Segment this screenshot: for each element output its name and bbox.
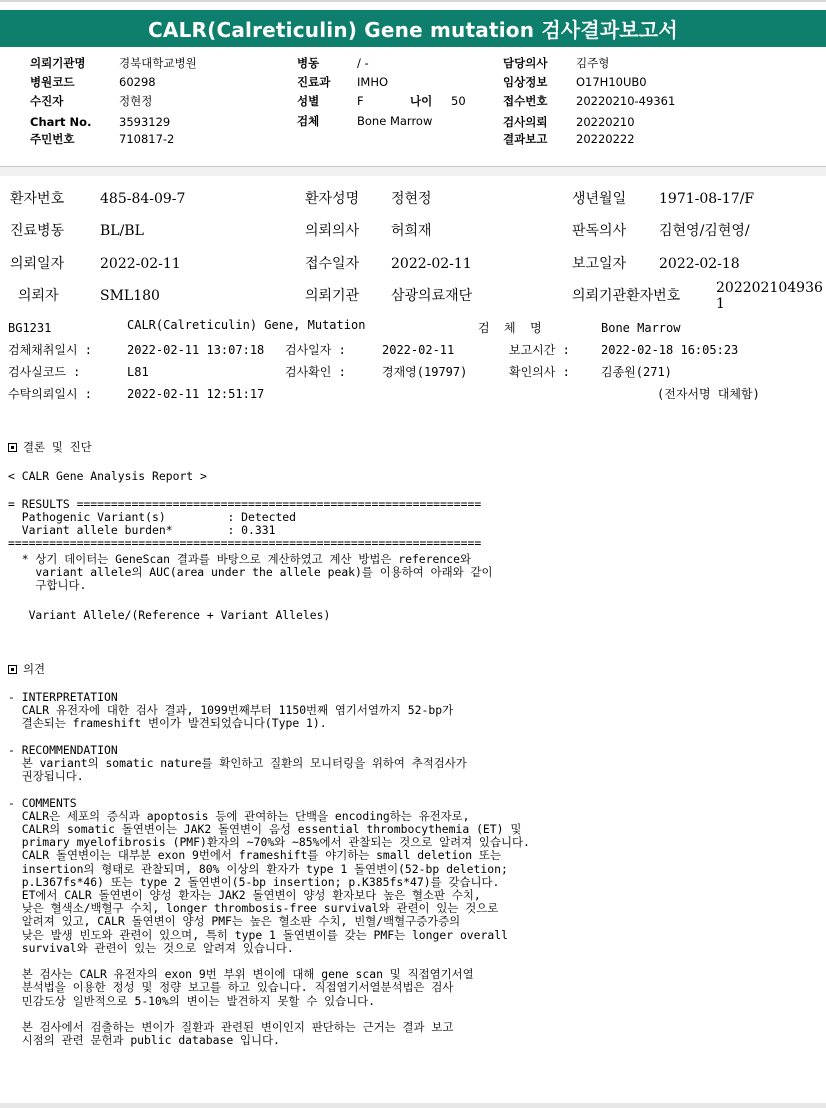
opinion-line: CALR은 세포의 증식과 apoptosis 등에 관여하는 단백을 encoding하는 유전자로, xyxy=(8,808,470,823)
header-label-sex: 성별 xyxy=(297,94,320,108)
pathogenic-variant-line: Pathogenic Variant(s) : Detected xyxy=(8,510,297,524)
header-value-result-report: 20220222 xyxy=(576,132,635,146)
header-label-age: 나이 xyxy=(410,94,433,108)
report-time-label: 보고시간 : xyxy=(509,343,570,357)
opinion-line: 권장됩니다. xyxy=(8,769,84,784)
header-value-chart-no: 3593129 xyxy=(119,115,171,129)
pi-value-patient-no: 485-84-09-7 xyxy=(100,191,186,207)
header-value-department: IMHO xyxy=(357,75,389,89)
report-time-value: 2022-02-18 16:05:23 xyxy=(601,343,739,357)
test-code: BG1231 xyxy=(8,321,52,335)
header-label-patient: 수진자 xyxy=(30,94,64,108)
opinion-heading-text: 의견 xyxy=(23,662,46,676)
specimen-value: Bone Marrow xyxy=(601,321,681,335)
opinion-line: 시점의 관련 문헌과 public database 입니다. xyxy=(8,1033,280,1048)
opinion-line: 본 검사에서 검출하는 변이가 질환과 관련된 변이인지 판단하는 근거는 결과 보고 xyxy=(8,1020,454,1034)
header-label-chart-no: Chart No. xyxy=(30,115,92,129)
collect-label: 검체채취일시 : xyxy=(8,343,93,357)
header-value-hospital-code: 60298 xyxy=(119,75,156,89)
header-shadow-band xyxy=(0,167,826,176)
pi-label-patient-no: 환자번호 xyxy=(10,191,65,207)
report-subtitle: < CALR Gene Analysis Report > xyxy=(8,469,207,483)
opinion-line: primary myelofibrosis (PMF)환자의 ~70%와 ~85%에서 관찰되는 것으로 알려져 있습니다. xyxy=(8,835,530,850)
pi-value-requester: SML180 xyxy=(100,288,160,304)
pi-label-requesting-doctor: 의뢰의사 xyxy=(305,223,360,239)
confirm-label: 검사확인 : xyxy=(285,365,346,379)
pi-value-birthdate: 1971-08-17/F xyxy=(659,191,755,207)
opinion-line: CALR의 somatic 돌연변이는 JAK2 돌연변이 음성 essential thrombocythemia (ET) 및 xyxy=(8,822,522,836)
note-line-3: 구합니다. xyxy=(8,578,87,592)
pi-value-requesting-doctor: 허희재 xyxy=(391,223,432,239)
pi-label-requester: 의뢰자 xyxy=(18,288,59,304)
pi-label-ward: 진료병동 xyxy=(10,223,65,239)
header-label-resident-no: 주민번호 xyxy=(30,132,75,146)
pi-value-patient-name: 정현정 xyxy=(391,191,432,207)
header-label-ward: 병동 xyxy=(297,56,320,70)
opinion-line: survival와 관련이 있는 것으로 알려져 있습니다. xyxy=(8,940,294,955)
opinion-line: 민감도상 일반적으로 5-10%의 변이는 발견하지 못할 수 있습니다. xyxy=(8,993,375,1008)
lab-code-label: 검사실코드 : xyxy=(8,365,81,379)
top-border xyxy=(0,0,826,2)
lab-code-value: L81 xyxy=(127,365,149,379)
header-value-clinical-info: O17H10UB0 xyxy=(576,75,647,89)
conclusion-heading-text: 결론 및 진단 xyxy=(23,440,92,454)
header-label-institution: 의뢰기관명 xyxy=(30,56,86,70)
header-value-resident-no: 710817-2 xyxy=(119,132,175,146)
header-label-receipt-no: 접수번호 xyxy=(503,94,548,108)
results-double-rule: ===================================================================== xyxy=(8,536,482,550)
pi-value-request-date: 2022-02-11 xyxy=(100,256,181,272)
header-value-test-request: 20220210 xyxy=(576,115,635,129)
pi-value-receipt-date: 2022-02-11 xyxy=(391,256,472,272)
receive-value: 2022-02-11 12:51:17 xyxy=(127,387,265,401)
opinion-line: - COMMENTS xyxy=(8,795,77,810)
confirm-doctor-value: 김종원(271) xyxy=(601,365,672,379)
header-label-physician: 담당의사 xyxy=(503,56,548,70)
header-value-age: 50 xyxy=(451,94,466,108)
header-label-result-report: 결과보고 xyxy=(503,132,548,146)
opinion-line: 본 variant의 somatic nature를 확인하고 질환의 모니터링을 위하여 추적검사가 xyxy=(8,756,467,770)
opinion-line: 분석법을 이용한 정성 및 정량 보고를 하고 있습니다. 직접염기서열분석법은 검사 xyxy=(8,980,454,995)
test-date-label: 검사일자 : xyxy=(285,343,346,357)
opinion-line: CALR 돌연변이는 대부분 exon 9번에서 frameshift를 야기하는 small deletion 또는 xyxy=(8,848,501,863)
opinion-heading xyxy=(8,663,45,676)
conclusion-heading xyxy=(8,441,92,454)
opinion-line: 본 검사는 CALR 유전자의 exon 9번 부위 변이에 대해 gene scan 및 직접염기서열 xyxy=(8,967,474,982)
pi-label-patient-name: 환자성명 xyxy=(305,191,360,207)
header-value-sex: F xyxy=(357,94,364,108)
pi-label-institution-patient-no: 의뢰기관환자번호 xyxy=(572,288,681,304)
header-label-department: 진료과 xyxy=(297,75,331,89)
pi-value-reading-doctor: 김현영/김현영/ xyxy=(659,223,750,239)
opinion-line: insertion의 형태로 관찰되며, 80% 이상의 환자가 type 1 돌연변이(52-bp deletion; xyxy=(8,861,508,876)
header-label-specimen: 검체 xyxy=(297,114,320,128)
receive-label: 수탁의뢰일시 : xyxy=(8,387,93,401)
header-label-clinical-info: 임상정보 xyxy=(503,75,548,89)
header-label-test-request: 검사의뢰 xyxy=(503,115,548,129)
pi-value-institution-patient-no-line1: 202202104936 xyxy=(716,280,823,296)
allele-burden-line: Variant allele burden* : 0.331 xyxy=(8,523,276,537)
header-value-patient: 정현정 xyxy=(119,94,153,108)
header-value-ward: / - xyxy=(357,56,369,70)
header-value-receipt-no: 20220210-49361 xyxy=(576,94,676,108)
confirm-value: 경재영(19797) xyxy=(382,365,468,379)
opinion-line: 결손되는 frameshift 변이가 발견되었습니다(Type 1). xyxy=(8,716,327,731)
test-name: CALR(Calreticulin) Gene, Mutation xyxy=(127,318,366,332)
square-bullet-icon xyxy=(8,665,17,674)
pi-label-requesting-institution: 의뢰기관 xyxy=(305,288,360,304)
formula-line: Variant Allele/(Reference + Variant Alleles) xyxy=(8,608,331,622)
opinion-line: CALR 유전자에 대한 검사 결과, 1099번째부터 1150번째 염기서열까지 52-bp가 xyxy=(8,703,454,718)
collect-value: 2022-02-11 13:07:18 xyxy=(127,343,265,357)
header-value-specimen: Bone Marrow xyxy=(357,114,433,128)
pi-label-request-date: 의뢰일자 xyxy=(10,256,65,272)
results-rule: = RESULTS =========================================================== xyxy=(8,497,482,511)
header-value-physician: 김주형 xyxy=(576,56,610,70)
test-date-value: 2022-02-11 xyxy=(382,343,455,357)
pi-label-reading-doctor: 판독의사 xyxy=(572,223,627,239)
specimen-label: 검 체 명 xyxy=(478,321,542,335)
opinion-line: ET에서 CALR 돌연변이 양성 환자는 JAK2 돌연변이 양성 환자보다 높은 혈소판 수치, xyxy=(8,888,481,902)
opinion-line: 낮은 발생 빈도와 관련이 있으며, 특히 type 1 돌연변이를 갖는 PMF는 longer overall xyxy=(8,927,508,942)
opinion-line: - RECOMMENDATION xyxy=(8,742,118,757)
pi-label-report-date: 보고일자 xyxy=(572,256,627,272)
note-line-1: * 상기 데이터는 GeneScan 결과를 바탕으로 계산하였고 계산 방법은 reference와 xyxy=(8,552,471,566)
opinion-line: - INTERPRETATION xyxy=(8,690,118,704)
pi-value-ward: BL/BL xyxy=(100,223,144,239)
pi-value-requesting-institution: 삼광의료재단 xyxy=(391,288,473,304)
confirm-doctor-label: 확인의사 : xyxy=(509,365,570,379)
esign-note: (전자서명 대체함) xyxy=(657,387,760,401)
header-label-hospital-code: 병원코드 xyxy=(30,75,75,89)
opinion-line: 알려져 있고, CALR 돌연변이 양성 PMF는 높은 혈소판 수치, 빈혈/백혈구증가증의 xyxy=(8,914,461,929)
report-title: CALR(Calreticulin) Gene mutation 검사결과보고서 xyxy=(0,10,826,47)
note-line-2: variant allele의 AUC(area under the allele peak)를 이용하여 아래와 같이 xyxy=(8,565,493,579)
pi-value-report-date: 2022-02-18 xyxy=(659,256,740,272)
pi-value-institution-patient-no-line2: 1 xyxy=(716,296,725,312)
opinion-line: 낮은 혈색소/백혈구 수치, longer thrombosis-free survival와 관련이 있는 것으로 xyxy=(8,901,499,916)
pi-label-receipt-date: 접수일자 xyxy=(305,256,360,272)
opinion-line: p.L367fs*46) 또는 type 2 돌연변이(5-bp insertion; p.K385fs*47)를 갖습니다. xyxy=(8,874,500,889)
pi-label-birthdate: 생년월일 xyxy=(572,191,627,207)
square-bullet-icon xyxy=(8,443,17,452)
bottom-border xyxy=(0,1103,826,1108)
header-value-institution: 경북대학교병원 xyxy=(119,56,197,70)
